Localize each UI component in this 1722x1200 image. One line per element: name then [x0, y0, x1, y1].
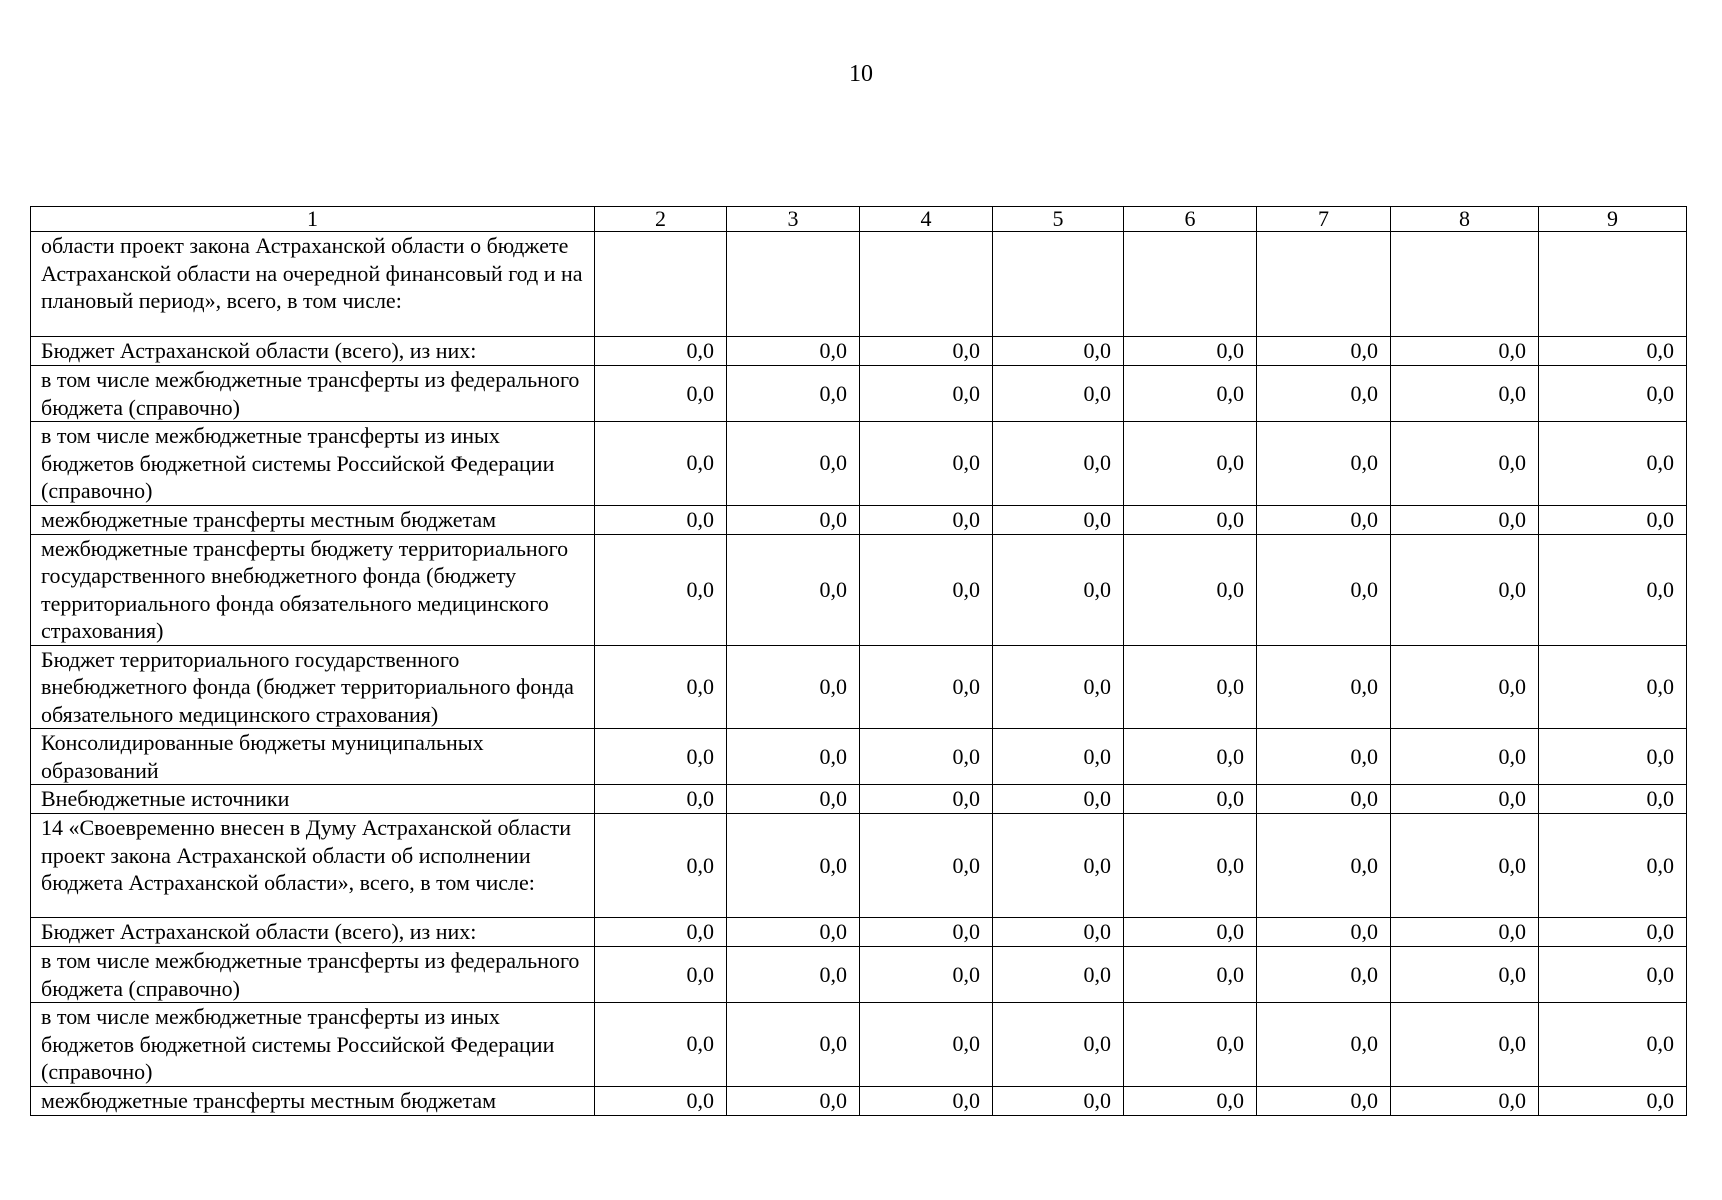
column-header: 8: [1391, 207, 1539, 232]
value-cell: 0,0: [1257, 534, 1391, 645]
row-label: области проект закона Астраханской области о бюджете Астраханской области на очередной финансовый год и на плановый период», всего, в том числе:: [31, 232, 595, 337]
value-cell: 0,0: [993, 814, 1124, 918]
value-cell: 0,0: [1539, 1086, 1687, 1115]
value-cell: 0,0: [1391, 918, 1539, 947]
value-cell: 0,0: [860, 1086, 993, 1115]
value-cell: 0,0: [1391, 1003, 1539, 1087]
value-cell: [1391, 232, 1539, 337]
table-row: [31, 232, 1687, 337]
value-cell: 0,0: [1124, 505, 1257, 534]
value-cell: 0,0: [860, 1003, 993, 1087]
value-cell: 0,0: [1391, 729, 1539, 785]
column-header: 7: [1257, 207, 1391, 232]
value-cell: 0,0: [1257, 505, 1391, 534]
value-cell: 0,0: [1539, 337, 1687, 366]
value-cell: 0,0: [595, 729, 727, 785]
value-cell: 0,0: [727, 814, 860, 918]
value-cell: 0,0: [860, 534, 993, 645]
value-cell: [1124, 232, 1257, 337]
row-label: межбюджетные трансферты бюджету территориального государственного внебюджетного фонда (бюджету территориального фонда обязательного медицинского страхования): [31, 534, 595, 645]
value-cell: [1257, 232, 1391, 337]
value-cell: 0,0: [993, 785, 1124, 814]
value-cell: 0,0: [993, 337, 1124, 366]
value-cell: 0,0: [860, 785, 993, 814]
column-header: 9: [1539, 207, 1687, 232]
value-cell: [860, 232, 993, 337]
value-cell: 0,0: [1539, 785, 1687, 814]
value-cell: 0,0: [1124, 422, 1257, 506]
value-cell: 0,0: [1257, 947, 1391, 1003]
value-cell: 0,0: [595, 947, 727, 1003]
value-cell: 0,0: [727, 422, 860, 506]
value-cell: 0,0: [1257, 729, 1391, 785]
table-row: [31, 947, 1687, 1003]
value-cell: 0,0: [860, 645, 993, 729]
value-cell: 0,0: [993, 534, 1124, 645]
row-label: в том числе межбюджетные трансферты из федерального бюджета (справочно): [31, 947, 595, 1003]
value-cell: 0,0: [860, 947, 993, 1003]
value-cell: 0,0: [1391, 505, 1539, 534]
row-label: межбюджетные трансферты местным бюджетам: [31, 1086, 595, 1115]
value-cell: 0,0: [727, 505, 860, 534]
value-cell: 0,0: [993, 918, 1124, 947]
value-cell: 0,0: [727, 729, 860, 785]
row-label: Бюджет Астраханской области (всего), из них:: [31, 918, 595, 947]
value-cell: 0,0: [993, 729, 1124, 785]
header-row: [31, 207, 1687, 232]
value-cell: 0,0: [1391, 337, 1539, 366]
value-cell: 0,0: [1257, 785, 1391, 814]
value-cell: 0,0: [1391, 534, 1539, 645]
table-row: [31, 645, 1687, 729]
budget-table: [30, 206, 1687, 1116]
table-row: [31, 337, 1687, 366]
value-cell: 0,0: [727, 785, 860, 814]
row-label: Бюджет территориального государственного внебюджетного фонда (бюджет территориального фонда обязательного медицинского страхования): [31, 645, 595, 729]
table-row: [31, 534, 1687, 645]
value-cell: 0,0: [1124, 1003, 1257, 1087]
value-cell: 0,0: [1124, 337, 1257, 366]
value-cell: 0,0: [1539, 534, 1687, 645]
value-cell: 0,0: [993, 947, 1124, 1003]
table-row: [31, 785, 1687, 814]
value-cell: 0,0: [993, 505, 1124, 534]
value-cell: 0,0: [1257, 918, 1391, 947]
value-cell: 0,0: [1257, 645, 1391, 729]
value-cell: 0,0: [595, 1003, 727, 1087]
value-cell: 0,0: [1257, 337, 1391, 366]
value-cell: 0,0: [1539, 729, 1687, 785]
value-cell: 0,0: [1124, 918, 1257, 947]
value-cell: 0,0: [595, 918, 727, 947]
row-label: в том числе межбюджетные трансферты из иных бюджетов бюджетной системы Российской Федерации (справочно): [31, 1003, 595, 1087]
value-cell: 0,0: [1124, 729, 1257, 785]
value-cell: 0,0: [1539, 1003, 1687, 1087]
value-cell: 0,0: [860, 422, 993, 506]
value-cell: 0,0: [595, 785, 727, 814]
value-cell: 0,0: [1539, 645, 1687, 729]
value-cell: [595, 232, 727, 337]
value-cell: 0,0: [1391, 366, 1539, 422]
row-label: 14 «Своевременно внесен в Думу Астраханской области проект закона Астраханской области об исполнении бюджета Астраханской области», всего, в том числе:: [31, 814, 595, 918]
value-cell: 0,0: [1124, 366, 1257, 422]
table-row: [31, 505, 1687, 534]
value-cell: 0,0: [1539, 505, 1687, 534]
value-cell: 0,0: [595, 645, 727, 729]
value-cell: 0,0: [1391, 422, 1539, 506]
value-cell: 0,0: [1539, 366, 1687, 422]
row-label: в том числе межбюджетные трансферты из иных бюджетов бюджетной системы Российской Федерации (справочно): [31, 422, 595, 506]
row-label: Консолидированные бюджеты муниципальных образований: [31, 729, 595, 785]
value-cell: 0,0: [860, 729, 993, 785]
column-header: 1: [31, 207, 595, 232]
value-cell: 0,0: [1257, 1003, 1391, 1087]
value-cell: 0,0: [1391, 785, 1539, 814]
value-cell: 0,0: [1257, 1086, 1391, 1115]
value-cell: 0,0: [993, 645, 1124, 729]
value-cell: 0,0: [727, 645, 860, 729]
table-row: [31, 1086, 1687, 1115]
value-cell: 0,0: [1124, 645, 1257, 729]
value-cell: 0,0: [727, 918, 860, 947]
value-cell: 0,0: [860, 814, 993, 918]
row-label: межбюджетные трансферты местным бюджетам: [31, 505, 595, 534]
row-label: Внебюджетные источники: [31, 785, 595, 814]
value-cell: 0,0: [1257, 814, 1391, 918]
value-cell: 0,0: [993, 1086, 1124, 1115]
value-cell: 0,0: [1391, 645, 1539, 729]
value-cell: 0,0: [1124, 534, 1257, 645]
value-cell: 0,0: [727, 1003, 860, 1087]
table-body: [31, 232, 1687, 1116]
value-cell: 0,0: [1539, 947, 1687, 1003]
value-cell: 0,0: [595, 1086, 727, 1115]
value-cell: 0,0: [595, 814, 727, 918]
value-cell: 0,0: [993, 1003, 1124, 1087]
value-cell: 0,0: [595, 505, 727, 534]
value-cell: 0,0: [1391, 947, 1539, 1003]
value-cell: 0,0: [993, 422, 1124, 506]
value-cell: 0,0: [727, 534, 860, 645]
value-cell: 0,0: [727, 947, 860, 1003]
column-header: 6: [1124, 207, 1257, 232]
value-cell: 0,0: [1539, 422, 1687, 506]
value-cell: 0,0: [1391, 1086, 1539, 1115]
column-header: 4: [860, 207, 993, 232]
column-header: 5: [993, 207, 1124, 232]
value-cell: 0,0: [1124, 814, 1257, 918]
value-cell: 0,0: [595, 337, 727, 366]
table-row: [31, 814, 1687, 918]
value-cell: 0,0: [860, 918, 993, 947]
value-cell: 0,0: [727, 366, 860, 422]
row-label: в том числе межбюджетные трансферты из федерального бюджета (справочно): [31, 366, 595, 422]
value-cell: 0,0: [1539, 814, 1687, 918]
value-cell: 0,0: [1124, 785, 1257, 814]
value-cell: [993, 232, 1124, 337]
value-cell: [727, 232, 860, 337]
value-cell: 0,0: [595, 366, 727, 422]
column-header: 2: [595, 207, 727, 232]
value-cell: 0,0: [1539, 918, 1687, 947]
table-row: [31, 366, 1687, 422]
value-cell: 0,0: [595, 534, 727, 645]
value-cell: 0,0: [860, 337, 993, 366]
value-cell: [1539, 232, 1687, 337]
value-cell: 0,0: [1124, 1086, 1257, 1115]
value-cell: 0,0: [727, 337, 860, 366]
value-cell: 0,0: [595, 422, 727, 506]
value-cell: 0,0: [860, 366, 993, 422]
value-cell: 0,0: [727, 1086, 860, 1115]
value-cell: 0,0: [1257, 366, 1391, 422]
column-header: 3: [727, 207, 860, 232]
value-cell: 0,0: [1391, 814, 1539, 918]
row-label: Бюджет Астраханской области (всего), из них:: [31, 337, 595, 366]
table-row: [31, 1003, 1687, 1087]
page-number: 10: [849, 61, 873, 87]
value-cell: 0,0: [993, 366, 1124, 422]
table-row: [31, 422, 1687, 506]
table-row: [31, 729, 1687, 785]
value-cell: 0,0: [1257, 422, 1391, 506]
value-cell: 0,0: [860, 505, 993, 534]
value-cell: 0,0: [1124, 947, 1257, 1003]
table-row: [31, 918, 1687, 947]
